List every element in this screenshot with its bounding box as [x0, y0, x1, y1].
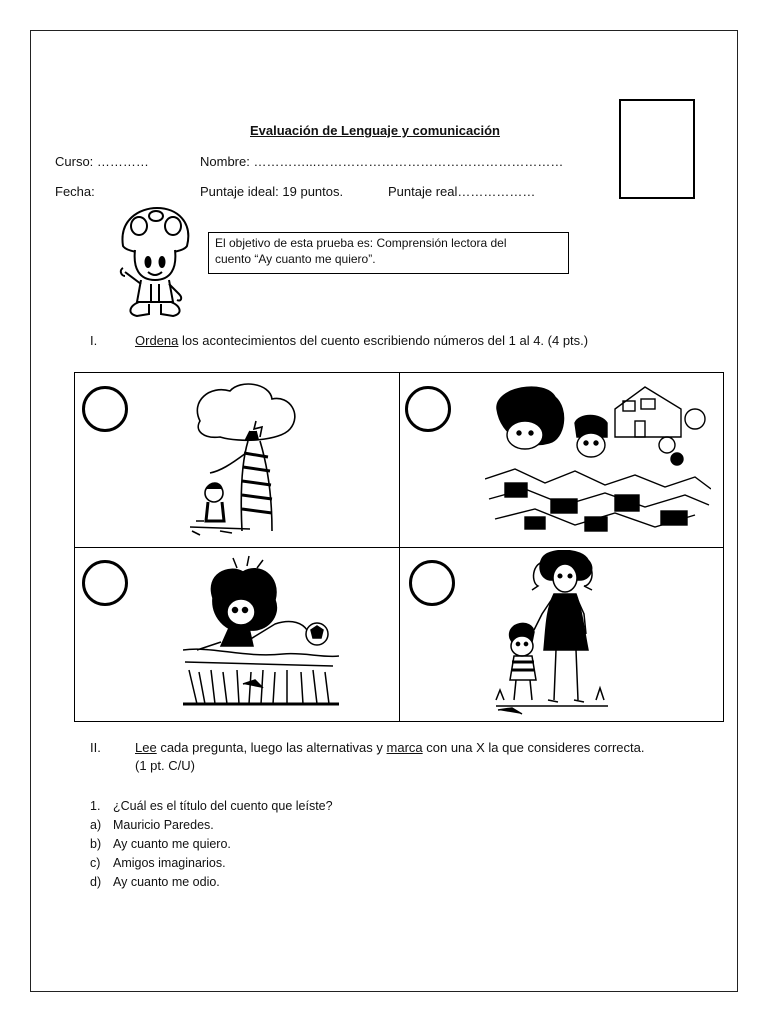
panel-3-illustration: [183, 554, 339, 710]
puntaje-real-label: Puntaje real: [388, 184, 458, 199]
option-letter: a): [90, 818, 102, 832]
option-text: Ay cuanto me odio.: [113, 875, 220, 889]
story-picture-grid: [74, 372, 724, 722]
page-title: Evaluación de Lenguaje y comunicación: [250, 123, 500, 138]
order-circle-2[interactable]: [405, 386, 451, 432]
puntaje-ideal: Puntaje ideal: 19 puntos.: [200, 184, 344, 199]
section-2-keyword-marca: marca: [386, 740, 423, 755]
panel-1-illustration: [180, 381, 320, 541]
question-1: [90, 797, 333, 892]
panel-4-illustration: [492, 550, 612, 718]
answer-option-d[interactable]: [90, 873, 333, 892]
section-2-keyword-lee: Lee: [135, 740, 157, 755]
panel-2-illustration: [485, 379, 711, 543]
question-number: 1.: [90, 799, 101, 813]
question-text: ¿Cuál es el título del cuento que leíste?: [113, 799, 333, 813]
objective-line-2: cuento “Ay cuanto me quiero”.: [215, 252, 376, 266]
story-panel-4: [400, 548, 725, 722]
section-2-instruction: [135, 740, 645, 755]
option-letter: b): [90, 837, 102, 851]
option-letter: d): [90, 875, 102, 889]
section-2-points: (1 pt. C/U): [135, 758, 195, 773]
answer-option-a[interactable]: [90, 816, 333, 835]
option-text: Amigos imaginarios.: [113, 856, 226, 870]
nombre-dots: …………...…………………………………………………: [253, 154, 564, 169]
order-circle-3[interactable]: [82, 560, 128, 606]
section-1-numeral: I.: [90, 333, 98, 348]
objective-box: [208, 232, 569, 274]
story-panel-3: [75, 548, 400, 722]
option-letter: c): [90, 856, 101, 870]
section-2-text-a: cada pregunta, luego las alternativas y: [156, 740, 387, 755]
fecha-label: Fecha:: [55, 184, 95, 199]
answer-option-c[interactable]: [90, 854, 333, 873]
section-2-text-b: con una X la que consideres correcta.: [422, 740, 645, 755]
order-circle-4[interactable]: [409, 560, 455, 606]
section-1-instruction: [135, 333, 588, 348]
curso-label: Curso:: [55, 154, 94, 169]
answer-option-b[interactable]: [90, 835, 333, 854]
nombre-field: [200, 154, 563, 169]
order-circle-1[interactable]: [82, 386, 128, 432]
mushroom-mascot-illustration: [115, 206, 195, 322]
section-1-rest: los acontecimientos del cuento escribiendo números del 1 al 4. (4 pts.): [178, 333, 589, 348]
option-text: Ay cuanto me quiero.: [113, 837, 231, 851]
curso-dots: …………: [96, 154, 149, 169]
nombre-label: Nombre:: [200, 154, 250, 169]
section-1-keyword: Ordena: [135, 333, 179, 348]
option-text: Mauricio Paredes.: [113, 818, 214, 832]
story-panel-1: [75, 373, 400, 547]
story-panel-2: [400, 373, 725, 547]
curso-field: [55, 154, 149, 169]
puntaje-real-dots: ………………: [457, 184, 536, 199]
grade-box: [619, 99, 695, 199]
question-1-prompt: [90, 797, 333, 816]
objective-line-1: El objetivo de esta prueba es: Comprensión lectora del: [215, 236, 507, 250]
puntaje-real: [388, 184, 535, 199]
section-2-numeral: II.: [90, 740, 101, 755]
